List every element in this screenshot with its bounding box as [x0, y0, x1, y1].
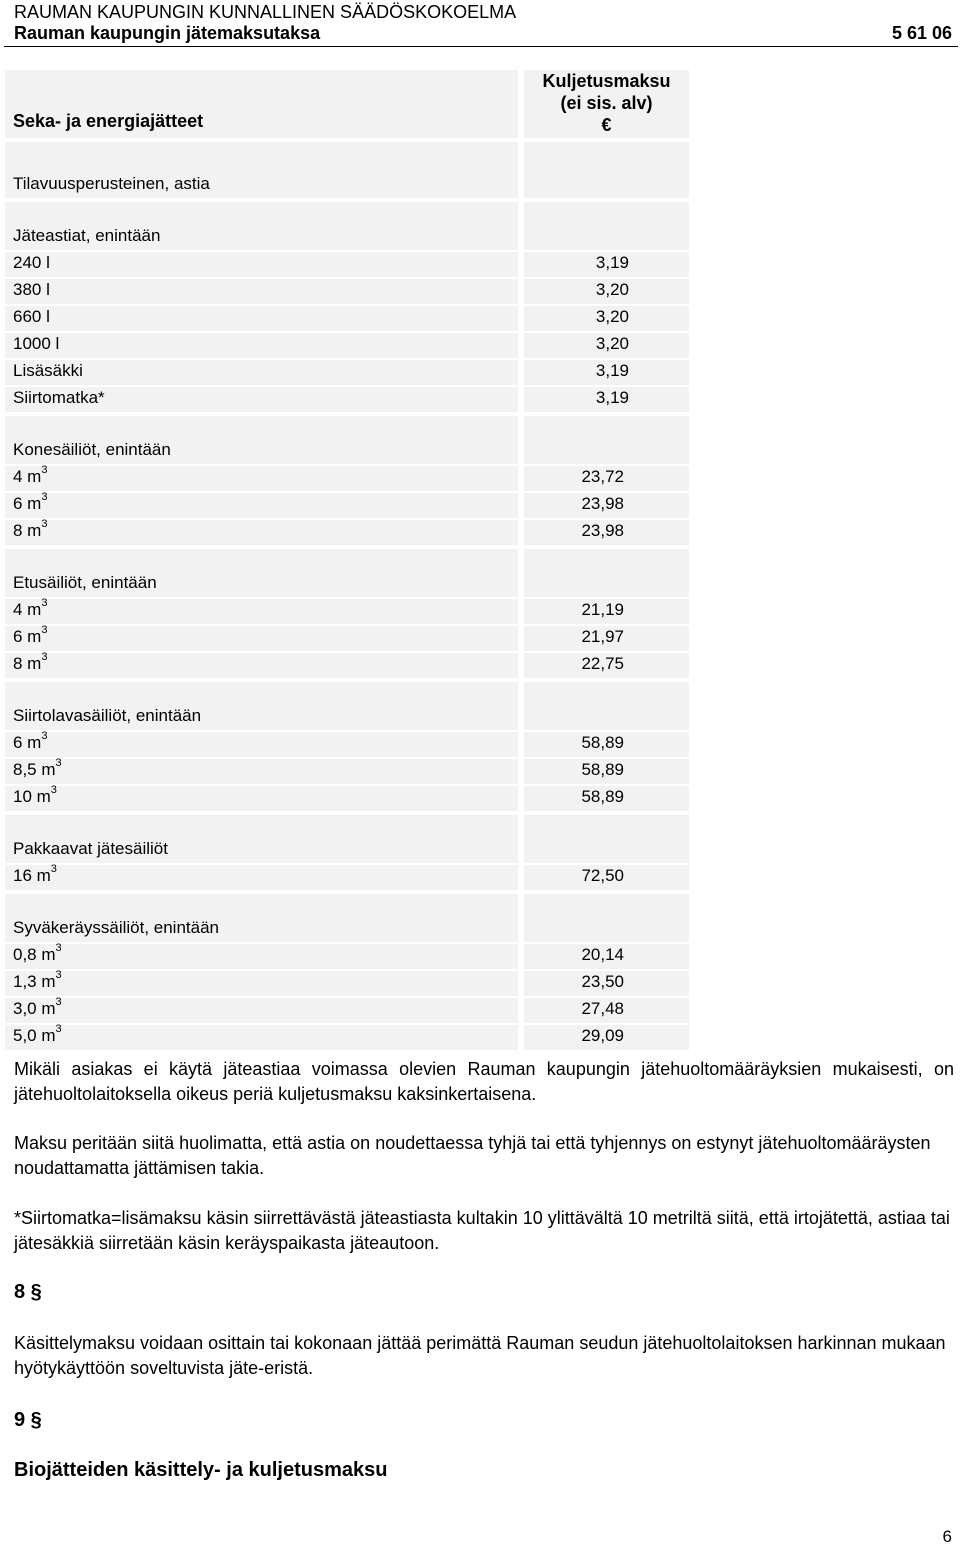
- document-title-row: [14, 22, 952, 44]
- table-row: [5, 944, 689, 969]
- row-label: 240 l: [13, 253, 50, 272]
- document-code: 5 61 06: [891, 23, 952, 43]
- row-value: 58,89: [581, 760, 624, 779]
- row-label: Siirtomatka*: [13, 388, 105, 407]
- table-row: [5, 306, 689, 331]
- header-divider: [4, 46, 958, 47]
- page-number: 6: [942, 1527, 952, 1546]
- table-row: [5, 732, 689, 757]
- row-value: 3,19: [595, 361, 629, 380]
- row-value: 3,19: [595, 253, 629, 272]
- row-label: 1,3 $m^3$: [13, 969, 62, 991]
- cubic-superscript: 3: [41, 597, 48, 610]
- row-value: 23,72: [581, 467, 624, 486]
- cubic-superscript: 3: [55, 757, 62, 770]
- document-header: [14, 2, 952, 44]
- group-title: Pakkaavat jätesäiliöt: [13, 839, 168, 858]
- table-heading-row: [5, 70, 689, 138]
- table-row: [5, 998, 689, 1023]
- paragraph-transfer-note: *Siirtomatka=lisämaksu käsin siirrettävästä jäteastiasta kultakin 10 ylittävältä 10 metriltä siitä, että irtojätettä, astiaa tai jätesäkkiä siirretään käsin keräyspaikasta jäteautoon.: [14, 1208, 950, 1253]
- table-row: [5, 971, 689, 996]
- row-value: 21,97: [581, 627, 624, 646]
- row-label: 16 $m^3$: [13, 863, 57, 885]
- row-label: 3,0 $m^3$: [13, 996, 62, 1018]
- table-basis-row: [5, 142, 689, 198]
- group-title-row: [5, 416, 689, 464]
- row-value: 3,20: [595, 280, 629, 299]
- cubic-superscript: 3: [41, 491, 48, 504]
- cubic-superscript: 3: [55, 996, 62, 1009]
- row-value: 58,89: [581, 787, 624, 806]
- cubic-superscript: 3: [41, 624, 48, 637]
- row-label: 5,0 $m^3$: [13, 1023, 62, 1045]
- section-9-heading: 9 §: [14, 1409, 42, 1431]
- row-label: 6 $m^3$: [13, 730, 48, 752]
- group-title-row: [5, 682, 689, 730]
- table-row: [5, 466, 689, 491]
- table-row: [5, 493, 689, 518]
- cubic-superscript: 3: [55, 1023, 62, 1036]
- table-row: [5, 759, 689, 784]
- row-label: Lisäsäkki: [13, 361, 83, 380]
- collection-name: RAUMAN KAUPUNGIN KUNNALLINEN SÄÄDÖSKOKOELMA: [14, 2, 517, 22]
- table-row: [5, 333, 689, 358]
- group-title: Syväkeräyssäiliöt, enintään: [13, 918, 220, 937]
- row-value: 21,19: [581, 600, 624, 619]
- table-row: [5, 653, 689, 678]
- table-row: [5, 786, 689, 811]
- section-8-heading: 8 §: [14, 1281, 42, 1303]
- cubic-superscript: 3: [41, 464, 48, 477]
- group-title-row: [5, 894, 689, 942]
- cubic-superscript: 3: [41, 730, 48, 743]
- table-row: [5, 360, 689, 385]
- row-value: 23,50: [581, 972, 624, 991]
- table-row: [5, 1025, 689, 1050]
- group-title: Etusäiliöt, enintään: [13, 573, 157, 592]
- row-value: 3,20: [595, 334, 629, 353]
- group-title: Konesäiliöt, enintään: [13, 440, 171, 459]
- group-title-row: [5, 202, 689, 250]
- paragraph-processing-fee: Käsittelymaksu voidaan osittain tai kokonaan jättää perimättä Rauman seudun jätehuoltolaitoksen harkinnan mukaan hyötykäyttöön soveltuvista jäte-eristä.: [14, 1333, 946, 1378]
- row-label: 6 $m^3$: [13, 624, 48, 646]
- row-value: 3,19: [595, 388, 629, 407]
- section-9-title: Biojätteiden käsittely- ja kuljetusmaksu: [14, 1459, 388, 1481]
- row-label: 10 $m^3$: [13, 784, 57, 806]
- cubic-superscript: 3: [41, 651, 48, 664]
- cubic-superscript: 3: [50, 784, 57, 797]
- table-heading-left: Seka- ja energiajätteet: [13, 111, 204, 131]
- group-title: Jäteastiat, enintään: [13, 226, 161, 245]
- row-value: 20,14: [581, 945, 624, 964]
- row-label: 1000 l: [13, 334, 60, 353]
- table-heading-right: Kuljetusmaksu (ei sis. alv) €: [542, 71, 671, 135]
- row-value: 22,75: [581, 654, 624, 673]
- group-title-row: [5, 815, 689, 863]
- table-row: [5, 599, 689, 624]
- group-title: Siirtolavasäiliöt, enintään: [13, 706, 202, 725]
- document-title: Rauman kaupungin jätemaksutaksa: [14, 23, 321, 43]
- paragraph-double-fee: Mikäli asiakas ei käytä jäteastiaa voimassa olevien Rauman kaupungin jätehuoltomääräyksien mukaisesti, on jätehuoltolaitoksella oikeus periä kuljetusmaksu kaksinkertaisena.: [14, 1059, 954, 1104]
- table-row: [5, 626, 689, 651]
- row-label: 4 $m^3$: [13, 464, 48, 486]
- row-value: 23,98: [581, 521, 624, 540]
- row-label: 8 $m^3$: [13, 651, 48, 673]
- row-value: 58,89: [581, 733, 624, 752]
- cubic-superscript: 3: [41, 518, 48, 531]
- row-label: 8,5 $m^3$: [13, 757, 62, 779]
- table-row: [5, 865, 689, 890]
- row-value: 23,98: [581, 494, 624, 513]
- paragraph-empty-bin: Maksu peritään siitä huolimatta, että astia on noudettaessa tyhjä tai että tyhjennys on estynyt jätehuoltomääräysten noudattamatta jättämisen takia.: [14, 1133, 931, 1178]
- group-title-row: [5, 549, 689, 597]
- row-value: 27,48: [581, 999, 624, 1018]
- row-value: 29,09: [581, 1026, 624, 1045]
- fee-table: [5, 70, 689, 1050]
- cubic-superscript: 3: [50, 863, 57, 876]
- row-label: 380 l: [13, 280, 50, 299]
- row-label: 6 $m^3$: [13, 491, 48, 513]
- row-value: 72,50: [581, 866, 624, 885]
- row-value: 3,20: [595, 307, 629, 326]
- table-row: [5, 387, 689, 412]
- table-basis-label: Tilavuusperusteinen, astia: [13, 174, 210, 193]
- row-label: 8 $m^3$: [13, 518, 48, 540]
- table-row: [5, 520, 689, 545]
- row-label: 4 $m^3$: [13, 597, 48, 619]
- row-label: 0,8 $m^3$: [13, 942, 62, 964]
- row-label: 660 l: [13, 307, 50, 326]
- cubic-superscript: 3: [55, 942, 62, 955]
- table-row: [5, 252, 689, 277]
- table-row: [5, 279, 689, 304]
- table-groups: [5, 202, 689, 1050]
- cubic-superscript: 3: [55, 969, 62, 982]
